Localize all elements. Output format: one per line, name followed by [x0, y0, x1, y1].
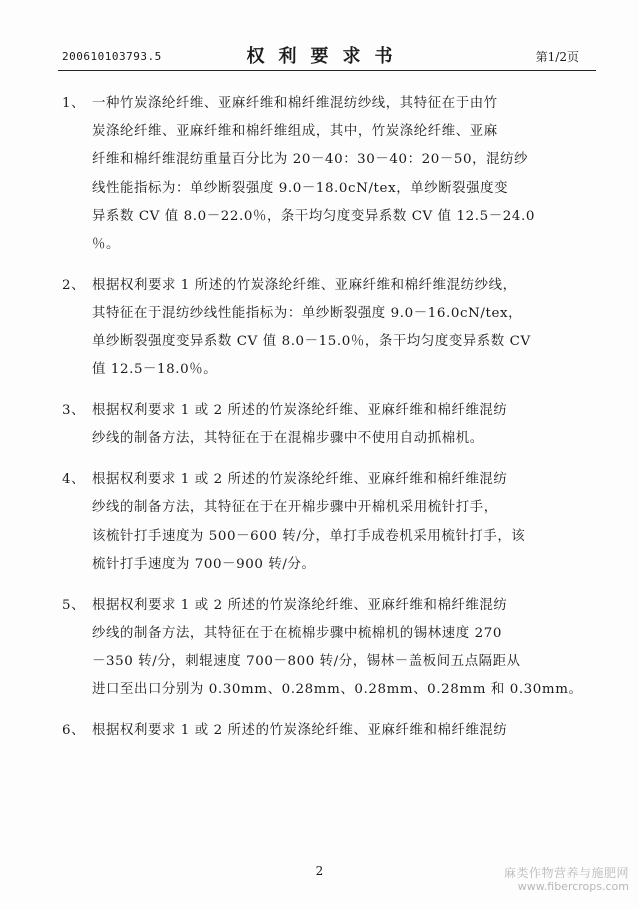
page-indicator: 第1/2页	[535, 50, 579, 64]
claim-item	[62, 466, 602, 579]
document-title: 权利要求书	[246, 46, 407, 67]
claim-text-line: 其特征在于混纺纱线性能指标为：单纱断裂强度 9.0－16.0cN/tex，	[92, 306, 523, 322]
claim-number: 5、	[62, 597, 86, 613]
claim-text-line: 根据权利要求 1 或 2 所述的竹炭涤纶纤维、亚麻纤维和棉纤维混纺	[92, 403, 508, 419]
claim-number: 3、	[62, 403, 86, 419]
claim-text-line: 纱线的制备方法，其特征在于在混棉步骤中不使用自动抓棉机。	[92, 431, 484, 447]
claim-number: 1、	[62, 96, 86, 111]
claim-text-line: 纱线的制备方法，其特征在于在开棉步骤中开棉机采用梳针打手，	[92, 500, 498, 516]
page-header	[0, 36, 639, 66]
claims-list	[62, 90, 602, 745]
claim-text-line: 线性能指标为：单纱断裂强度 9.0－18.0cN/tex，单纱断裂强度变	[92, 180, 509, 196]
claim-number: 4、	[62, 472, 86, 488]
claim-number: 6、	[62, 723, 86, 739]
application-number: 200610103793.5	[62, 50, 162, 63]
claim-text-line: 根据权利要求 1 或 2 所述的竹炭涤纶纤维、亚麻纤维和棉纤维混纺	[92, 723, 508, 739]
claim-text-line: 异系数 CV 值 8.0－22.0％，条干均匀度变异系数 CV 值 12.5－24.0	[92, 208, 535, 224]
claim-text-line: 值 12.5－18.0％。	[92, 362, 218, 378]
claim-text-line: 纱线的制备方法，其特征在于在梳棉步骤中梳棉机的锡林速度 270	[92, 625, 502, 641]
claim-text-line: 炭涤纶纤维、亚麻纤维和棉纤维组成，其中，竹炭涤纶纤维、亚麻	[92, 124, 498, 140]
claim-text-line: 一种竹炭涤纶纤维、亚麻纤维和棉纤维混纺纱线，其特征在于由竹	[92, 96, 498, 111]
claim-item	[62, 272, 602, 385]
claim-item	[62, 397, 602, 453]
watermark-url: www.fibercrops.com	[517, 880, 629, 893]
watermark-text: 麻类作物营养与施肥网	[503, 866, 629, 880]
page-number: 2	[315, 864, 324, 878]
claim-text-line: 根据权利要求 1 或 2 所述的竹炭涤纶纤维、亚麻纤维和棉纤维混纺	[92, 472, 508, 488]
claim-text-line: 单纱断裂强度变异系数 CV 值 8.0－15.0％，条干均匀度变异系数 CV	[92, 334, 531, 350]
claim-text-line: 梳针打手速度为 700－900 转/分。	[92, 556, 316, 572]
claim-number: 2、	[62, 277, 86, 293]
claim-item	[62, 90, 602, 259]
claim-text-line: 进口至出口分别为 0.30mm、0.28mm、0.28mm、0.28mm 和 0.30mm。	[92, 682, 583, 698]
claim-text-line: 纤维和棉纤维混纺重量百分比为 20－40：30－40：20－50，混纺纱	[92, 152, 529, 168]
header-divider	[58, 70, 596, 71]
claim-item	[62, 592, 602, 705]
claim-item	[62, 717, 602, 745]
claim-text-line: ％。	[92, 237, 120, 253]
watermark	[504, 866, 629, 894]
claim-text-line: 该梳针打手速度为 500－600 转/分，单打手成卷机采用梳针打手，该	[92, 528, 526, 544]
claim-text-line: －350 转/分，刺辊速度 700－800 转/分，锡林－盖板间五点隔距从	[92, 654, 521, 670]
claim-text-line: 根据权利要求 1 所述的竹炭涤纶纤维、亚麻纤维和棉纤维混纺纱线，	[92, 277, 517, 293]
claim-text-line: 根据权利要求 1 或 2 所述的竹炭涤纶纤维、亚麻纤维和棉纤维混纺	[92, 597, 508, 613]
